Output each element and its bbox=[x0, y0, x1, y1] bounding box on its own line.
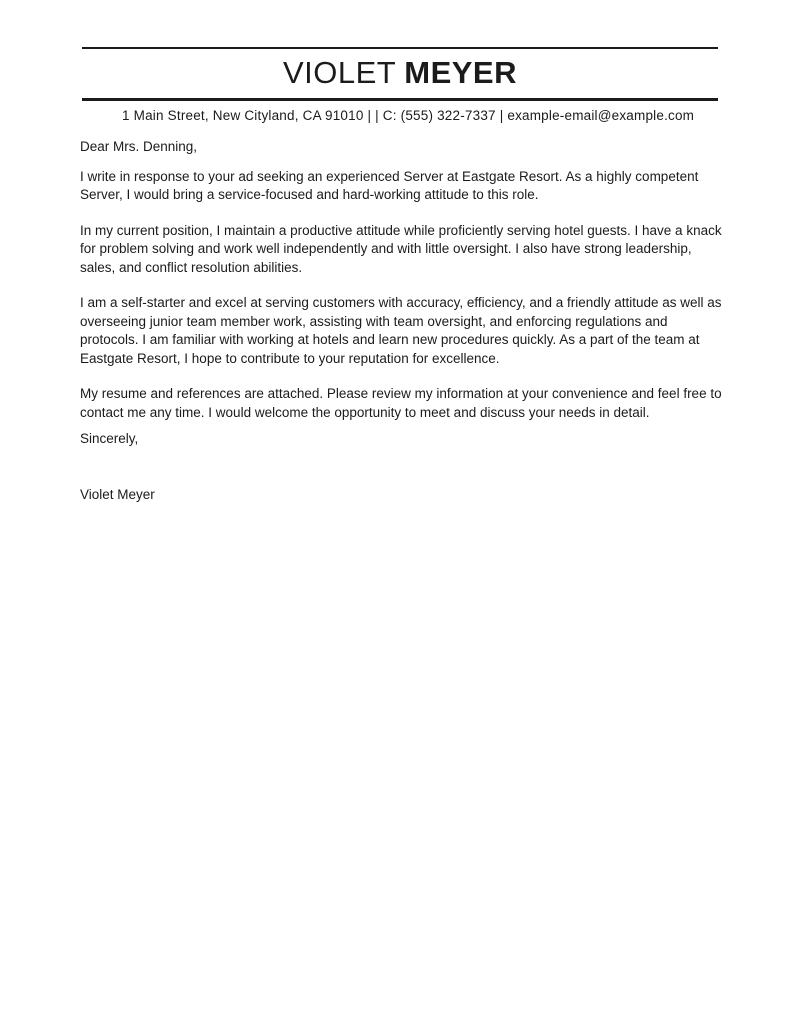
letter-paragraph: My resume and references are attached. Please review my information at your convenience and feel free to contact me any time. I would welcome the opportunity to meet and discuss your needs in detail. bbox=[80, 386, 722, 420]
closing: Sincerely, bbox=[80, 431, 139, 446]
salutation: Dear Mrs. Denning, bbox=[80, 139, 198, 154]
letter-header bbox=[82, 47, 718, 123]
applicant-last-name: MEYER bbox=[404, 55, 517, 90]
applicant-first-name: VIOLET bbox=[282, 55, 397, 90]
letter-body bbox=[80, 138, 722, 504]
letter-paragraph: I write in response to your ad seeking an experienced Server at Eastgate Resort. As a highly competent Server, I would bring a service-focused and hard-working attitude to this role. bbox=[80, 168, 699, 202]
letter-paragraph: In my current position, I maintain a productive attitude while proficiently serving hotel guests. I have a knack for problem solving and work well independently and with little oversight. I also have strong leadership, sales, and conflict resolution abilities. bbox=[80, 222, 722, 275]
header-bottom-rule bbox=[82, 98, 718, 101]
signature-name: Violet Meyer bbox=[80, 486, 155, 502]
applicant-name bbox=[82, 49, 718, 98]
contact-info-line: 1 Main Street, New Cityland, CA 91010 | | C: (555) 322-7337 | example-email@example.com bbox=[122, 108, 695, 123]
letter-paragraph: I am a self-starter and excel at serving customers with accuracy, efficiency, and a friendly attitude as well as overseeing junior team member work, assisting with team oversight, and enforcing regulations and protocols. I am familiar with working at hotels and learn new procedures quickly. As a part of the team at Eastgate Resort, I hope to contribute to your reputation for excellence. bbox=[80, 295, 722, 366]
